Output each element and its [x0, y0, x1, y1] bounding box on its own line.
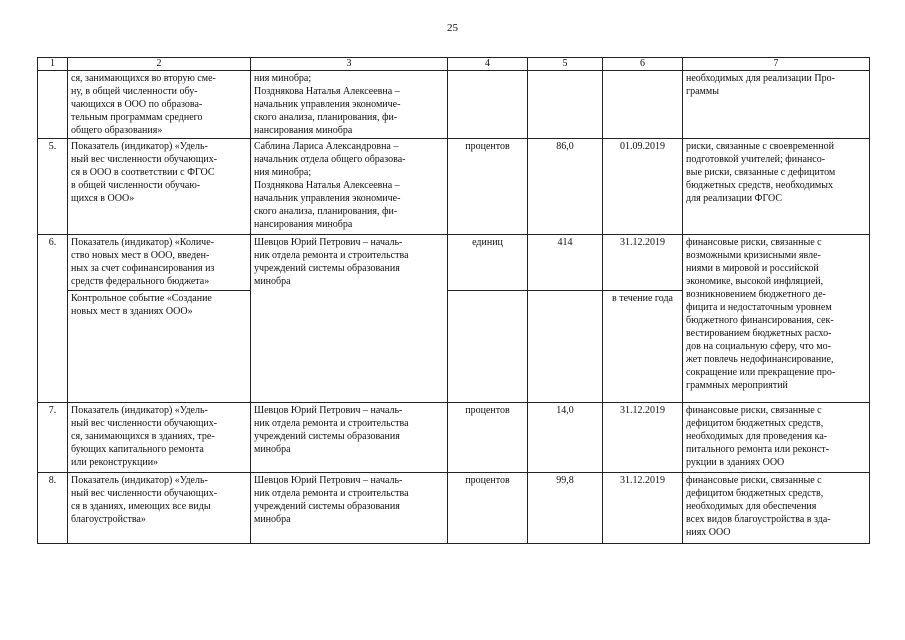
value-cell [528, 291, 603, 403]
column-header: 7 [683, 58, 870, 71]
risks-cell: финансовые риски, связанные с дефицитом бюджетных средств, необходимых для проведения ка- питального ремонта или реконст- рукции в зданиях ООО [683, 403, 870, 473]
indicator-cell: ся, занимающихся во вторую сме- ну, в общей численности обу- чающихся в ООО по образова- тельным программам среднего общего образования» [68, 71, 251, 139]
date-cell: 31.12.2019 [603, 403, 683, 473]
unit-cell: процентов [448, 139, 528, 235]
indicator-cell: Показатель (индикатор) «Удель- ный вес численности обучающих- ся в ООО в соответствии с ФГОС в общей численности обучаю- щихся в ООО» [68, 139, 251, 235]
date-cell: 31.12.2019 [603, 473, 683, 544]
responsible-cell: Саблина Лариса Александровна – начальник отдела общего образова- ния минобра; Позднякова Наталья Алексеевна – начальник управления экономиче- ского анализа, планирования, фи- нансирования минобра [251, 139, 448, 235]
unit-cell [448, 291, 528, 403]
table-row [38, 139, 870, 235]
control-event-cell: Контрольное событие «Создание новых мест в зданиях ООО» [68, 291, 251, 403]
date-cell: 31.12.2019 [603, 235, 683, 291]
unit-cell [448, 71, 528, 139]
table-row [38, 235, 870, 291]
column-header: 1 [38, 58, 68, 71]
row-number: 7. [38, 403, 68, 473]
table-row [38, 403, 870, 473]
table-row [38, 71, 870, 139]
row-number [38, 71, 68, 139]
responsible-cell: ния минобра; Позднякова Наталья Алексеевна – начальник управления экономиче- ского анализа, планирования, фи- нансирования минобра [251, 71, 448, 139]
value-cell [528, 71, 603, 139]
date-cell: 01.09.2019 [603, 139, 683, 235]
unit-cell: единиц [448, 235, 528, 291]
indicator-cell: Показатель (индикатор) «Удель- ный вес численности обучающих- ся, занимающихся в зданиях, тре- бующих капитального ремонта или реконструкции» [68, 403, 251, 473]
column-header: 4 [448, 58, 528, 71]
row-number: 5. [38, 139, 68, 235]
unit-cell: процентов [448, 473, 528, 544]
responsible-cell: Шевцов Юрий Петрович – началь- ник отдела ремонта и строительства учреждений системы образования минобра [251, 473, 448, 544]
table-row [38, 473, 870, 544]
column-header: 5 [528, 58, 603, 71]
risks-cell: риски, связанные с своевременной подготовкой учителей; финансо- вые риски, связанные с дефицитом бюджетных средств, необходимых для реализации ФГОС [683, 139, 870, 235]
column-header: 2 [68, 58, 251, 71]
value-cell: 86,0 [528, 139, 603, 235]
row-number: 8. [38, 473, 68, 544]
risks-cell: финансовые риски, связанные с возможными кризисными явле- ниями в мировой и российской экономике, высокой инфляцией, возникновением бюджетного де- фицита и недостаточным уровнем бюджетного финансирования, сек- вестированием бюджетных расхо- дов на социальную сферу, что мо- жет повлечь недофинансирование, сокращение или прекращение про- граммных мероприятий [683, 235, 870, 403]
unit-cell: процентов [448, 403, 528, 473]
value-cell: 99,8 [528, 473, 603, 544]
date-cell [603, 71, 683, 139]
indicators-table [37, 57, 870, 544]
indicator-cell: Показатель (индикатор) «Количе- ство новых мест в ООО, введен- ных за счет софинансирования из средств федерального бюджета» [68, 235, 251, 291]
page-number: 25 [447, 22, 458, 34]
column-header: 3 [251, 58, 448, 71]
responsible-cell: Шевцов Юрий Петрович – началь- ник отдела ремонта и строительства учреждений системы образования минобра [251, 235, 448, 403]
responsible-cell: Шевцов Юрий Петрович – началь- ник отдела ремонта и строительства учреждений системы образования минобра [251, 403, 448, 473]
column-header: 6 [603, 58, 683, 71]
risks-cell: финансовые риски, связанные с дефицитом бюджетных средств, необходимых для обеспечения всех видов благоустройства в зда- ниях ООО [683, 473, 870, 544]
risks-cell: необходимых для реализации Про- граммы [683, 71, 870, 139]
date-cell: в течение года [603, 291, 683, 403]
value-cell: 414 [528, 235, 603, 291]
indicator-cell: Показатель (индикатор) «Удель- ный вес численности обучающих- ся в зданиях, имеющих все виды благоустройства» [68, 473, 251, 544]
value-cell: 14,0 [528, 403, 603, 473]
row-number: 6. [38, 235, 68, 403]
header-row [38, 58, 870, 71]
